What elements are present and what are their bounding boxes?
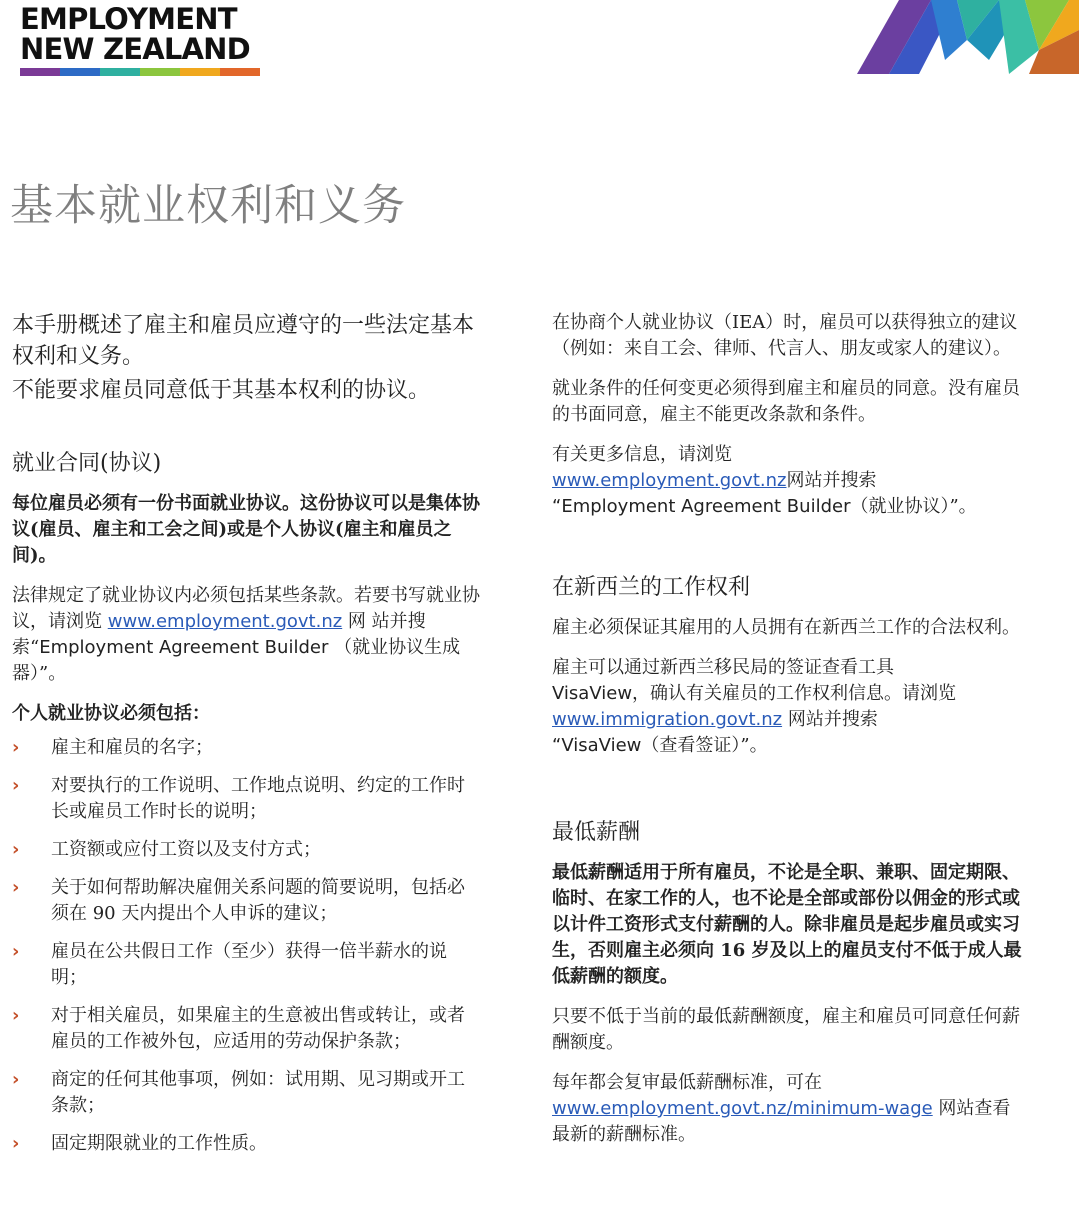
heading-minimum-wage: 最低薪酬 — [552, 820, 641, 845]
logo-bar-segment — [220, 68, 260, 76]
law-text-en: Employment Agreement Builder — [39, 637, 329, 658]
logo-bar-segment — [100, 68, 140, 76]
bullet-icon: › — [12, 839, 20, 860]
visaview-paragraph — [552, 655, 1022, 759]
list-item — [12, 773, 482, 825]
requirements-list — [12, 735, 482, 1157]
list-item — [12, 1003, 482, 1055]
left-column — [12, 310, 482, 1169]
bullet-icon: › — [12, 1005, 20, 1026]
visaview-text-c: 网站并搜索 — [782, 709, 878, 730]
visaview-text-b: ，确认有关雇员的工作权利信息。请浏览 — [632, 683, 957, 704]
logo-bar-segment — [20, 68, 60, 76]
logo-bar-segment — [60, 68, 100, 76]
logo-line-1: EMPLOYMENT — [20, 2, 237, 36]
bullet-icon: › — [12, 941, 20, 962]
minimum-wage-bold-paragraph: 最低薪酬适用于所有雇员，不论是全职、兼职、固定期限、临时、在家工作的人，也不论是全部或部份以佣金的形式或以计件工资形式支付薪酬的人。除非雇员是起步雇员或实习生，否则雇主必须向 16 岁及以上的雇员支付不低于成人最低薪酬的额度。 — [552, 862, 1022, 987]
intro-paragraph-2: 不能要求雇员同意低于其基本权利的协议。 — [12, 378, 431, 403]
visaview-text-d: （查看签证）”。 — [641, 735, 768, 756]
bullet-icon: › — [12, 877, 20, 898]
visaview-text-a: 雇主可以通过新西兰移民局的签证查看工具 — [552, 657, 894, 678]
logo-bar-segment — [140, 68, 180, 76]
more-info-text-b: 网站并搜索 — [786, 470, 877, 491]
heading-work-rights: 在新西兰的工作权利 — [552, 575, 751, 600]
page-title: 基本就业权利和义务 — [10, 181, 406, 231]
list-item — [12, 939, 482, 991]
iea-paragraph: 在协商个人就业协议（IEA）时，雇员可以获得独立的建议（例如：来自工会、律师、代言人、朋友或家人的建议）。 — [552, 312, 1018, 359]
bullet-icon: › — [12, 1069, 20, 1090]
employment-link-2[interactable]: www.employment.govt.nz — [552, 470, 787, 491]
employment-link[interactable]: www.employment.govt.nz — [107, 611, 343, 632]
list-item-text: 关于如何帮助解决雇佣关系问题的简要说明，包括必须在 90 天内提出个人申诉的建议； — [51, 877, 465, 924]
intro-paragraph-1: 本手册概述了雇主和雇员应遵守的一些法定基本权利和义务。 — [12, 313, 475, 369]
visaview-text-en: VisaView — [552, 683, 633, 704]
employment-nz-logo — [20, 4, 260, 76]
list-item — [12, 837, 482, 863]
logo-color-bar — [20, 68, 260, 76]
law-paragraph — [12, 583, 482, 687]
bullet-icon: › — [12, 1133, 20, 1154]
law-text-c: （就业协议生成器）”。 — [12, 637, 461, 684]
right-column — [552, 310, 1022, 1148]
more-info-text-a: 有关更多信息，请浏览 — [552, 444, 732, 465]
contract-bold-paragraph: 每位雇员必须有一份书面就业协议。这份协议可以是集体协议(雇员、雇主和工会之间)或是个人协议(雇主和雇员之间)。 — [12, 493, 480, 566]
list-item-text: 对于相关雇员，如果雇主的生意被出售或转让，或者雇员的工作被外包，应适用的劳动保护条款； — [51, 1005, 465, 1052]
law-text-b: 网 站并搜索“ — [12, 611, 426, 658]
wage-agree-paragraph: 只要不低于当前的最低薪酬额度，雇主和雇员可同意任何薪酬额度。 — [552, 1006, 1020, 1053]
list-item — [12, 1131, 482, 1157]
list-item-text: 雇主和雇员的名字； — [51, 737, 213, 758]
list-item — [12, 1067, 482, 1119]
law-text-a: 法律规定了就业协议内必须包括某些条款。若要书写就业协议，请浏览 — [12, 585, 480, 632]
heading-employment-contract: 就业合同(协议) — [12, 451, 162, 476]
list-item — [12, 735, 482, 761]
list-heading: 个人就业协议必须包括： — [12, 703, 210, 724]
immigration-link[interactable]: www.immigration.govt.nz — [552, 709, 783, 730]
list-item-text: 对要执行的工作说明、工作地点说明、约定的工作时长或雇员工作时长的说明； — [51, 775, 465, 822]
list-item-text: 固定期限就业的工作性质。 — [51, 1133, 267, 1154]
visaview-text-en-2: “VisaView — [552, 735, 642, 756]
bullet-icon: › — [12, 775, 20, 796]
more-info-text-c: （就业协议）”。 — [850, 496, 977, 517]
list-item-text: 工资额或应付工资以及支付方式； — [51, 839, 321, 860]
wage-review-paragraph — [552, 1070, 1022, 1148]
more-info-paragraph — [552, 442, 1022, 520]
list-item-text: 雇员在公共假日工作（至少）获得一倍半薪水的说明； — [51, 941, 447, 988]
changes-paragraph: 就业条件的任何变更必须得到雇主和雇员的同意。没有雇员的书面同意，雇主不能更改条款和条件。 — [552, 378, 1020, 425]
logo-line-2: NEW ZEALAND — [20, 32, 250, 66]
list-item — [12, 875, 482, 927]
list-item-text: 商定的任何其他事项，例如：试用期、见习期或开工条款； — [51, 1069, 465, 1116]
logo-bar-segment — [180, 68, 220, 76]
corner-graphic — [849, 0, 1079, 76]
wage-review-text-b: 网站查看最新的薪酬标准。 — [552, 1098, 1011, 1145]
more-info-text-en: “Employment Agreement Builder — [552, 496, 851, 517]
wage-review-text-a: 每年都会复审最低薪酬标准，可在 — [552, 1072, 822, 1093]
bullet-icon: › — [12, 737, 20, 758]
work-rights-paragraph: 雇主必须保证其雇用的人员拥有在新西兰工作的合法权利。 — [552, 617, 1020, 638]
minimum-wage-link[interactable]: www.employment.govt.nz/minimum-wage — [552, 1098, 933, 1119]
